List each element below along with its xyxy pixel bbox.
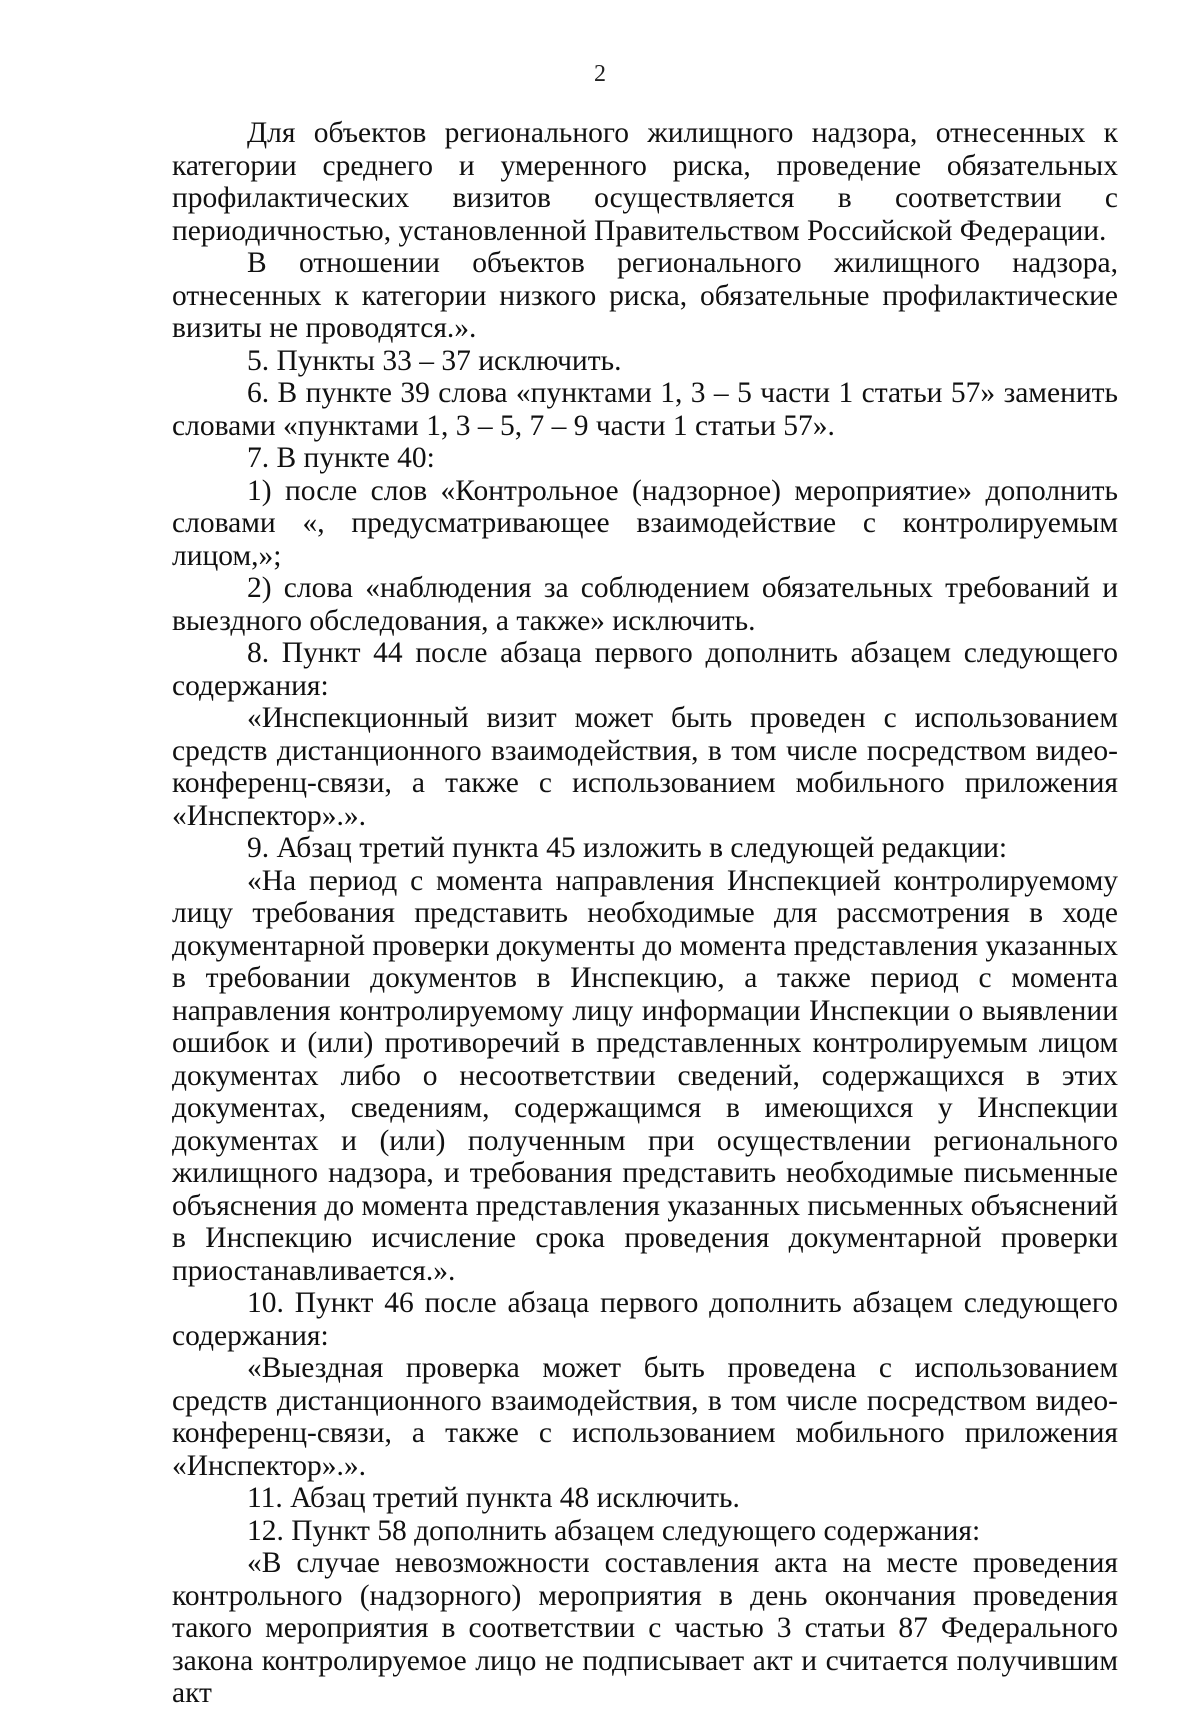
paragraph-11: «На период с момента направления Инспекцией контролируемому лицу требования представить необходимые для рассмотрения в ходе документарной проверки документы до момента представления указанных в требовании документов в Инспекцию, а также период с момента направления контролируемому лицу информации Инспекции о выявлении ошибок и (или) противоречий в представленных контролируемым лицом документах либо о несоответствии сведений, содержащихся в этих документах, сведениям, содержащимся в имеющихся у Инспекции документах и (или) полученным при осуществлении регионального жилищного надзора, и требования представить необходимые письменные объяснения до момента представления указанных письменных объяснений в Инспекцию исчисление срока проведения документарной проверки приостанавливается.». bbox=[172, 864, 1118, 1287]
page-number: 2 bbox=[594, 61, 606, 87]
paragraph-3: 5. Пункты 33 – 37 исключить. bbox=[247, 344, 622, 377]
paragraph-10: 9. Абзац третий пункта 45 изложить в следующей редакции: bbox=[247, 832, 1008, 864]
paragraph-2: В отношении объектов регионального жилищного надзора, отнесенных к категории низкого риска, обязательные профилактические визиты не проводятся.». bbox=[172, 247, 1118, 344]
paragraph-5: 7. В пункте 40: bbox=[247, 442, 435, 474]
paragraph-14: 11. Абзац третий пункта 48 исключить. bbox=[247, 1482, 740, 1514]
document-body bbox=[172, 117, 1118, 1710]
paragraph-8: 8. Пункт 44 после абзаца первого дополнить абзацем следующего содержания: bbox=[172, 637, 1118, 702]
paragraph-15: 12. Пункт 58 дополнить абзацем следующего содержания: bbox=[247, 1514, 981, 1547]
paragraph-12: 10. Пункт 46 после абзаца первого дополнить абзацем следующего содержания: bbox=[172, 1287, 1118, 1352]
paragraph-9: «Инспекционный визит может быть проведен с использованием средств дистанционного взаимодействия, в том числе посредством видео-конференц-связи, а также с использованием мобильного приложения «Инспектор».». bbox=[172, 702, 1118, 832]
paragraph-13: «Выездная проверка может быть проведена с использованием средств дистанционного взаимодействия, в том числе посредством видео-конференц-связи, а также с использованием мобильного приложения «Инспектор».». bbox=[172, 1352, 1118, 1482]
paragraph-4: 6. В пункте 39 слова «пунктами 1, 3 – 5 части 1 статьи 57» заменить словами «пунктами 1, 3 – 5, 7 – 9 части 1 статьи 57». bbox=[172, 377, 1118, 442]
paragraph-7: 2) слова «наблюдения за соблюдением обязательных требований и выездного обследования, а также» исключить. bbox=[172, 572, 1118, 637]
paragraph-16: «В случае невозможности составления акта на месте проведения контрольного (надзорного) мероприятия в день окончания проведения такого мероприятия в соответствии с частью 3 статьи 87 Федерального закона контролируемое лицо не подписывает акт и считается получившим акт bbox=[172, 1547, 1118, 1709]
paragraph-6: 1) после слов «Контрольное (надзорное) мероприятие» дополнить словами «, предусматривающее взаимодействие с контролируемым лицом,»; bbox=[172, 474, 1118, 572]
paragraph-1: Для объектов регионального жилищного надзора, отнесенных к категории среднего и умеренного риска, проведение обязательных профилактических визитов осуществляется в соответствии с периодичностью, установленной Правительством Российской Федерации. bbox=[172, 117, 1118, 247]
